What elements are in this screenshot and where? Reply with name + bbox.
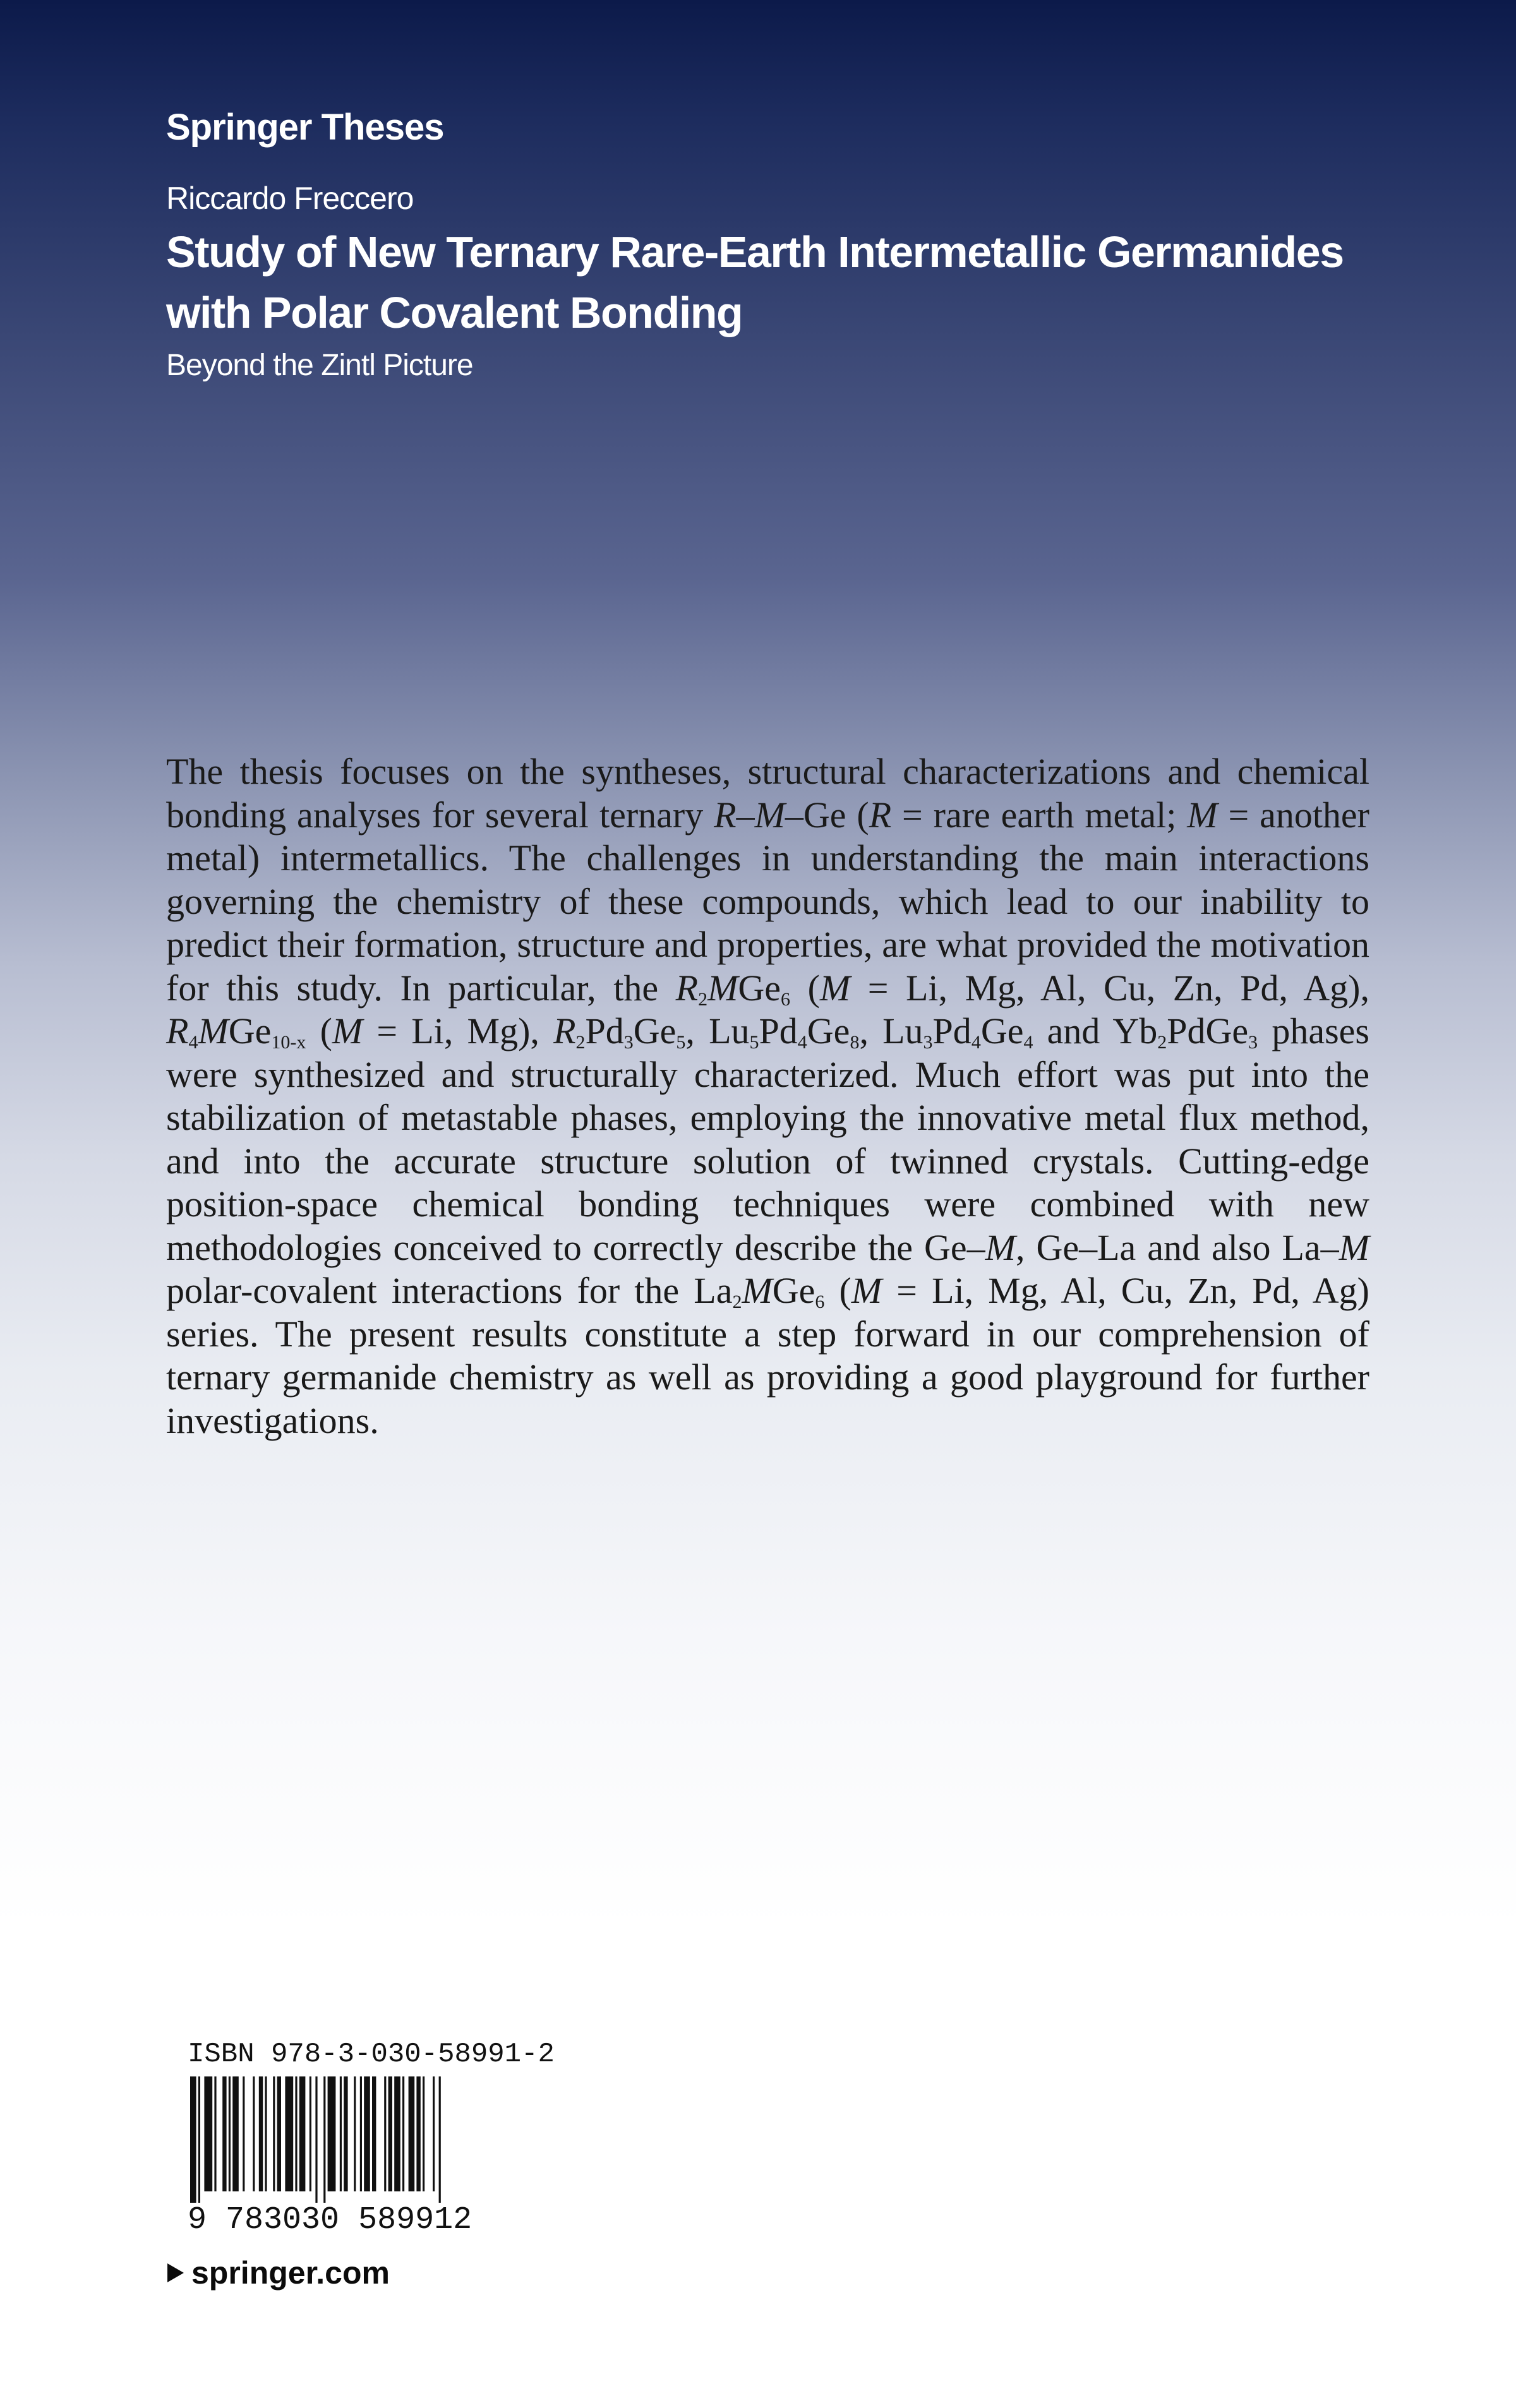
- series-name: Springer Theses: [166, 107, 444, 148]
- title-line-2: with Polar Covalent Bonding: [166, 288, 743, 337]
- book-title: [166, 222, 1429, 343]
- abstract-text: The thesis focuses on the syntheses, structural characterizations and chemical bonding analyses for several ternary R–M–Ge (R = rare earth metal; M = another metal) intermetallics. The challenges in understanding the main interactions governing the chemistry of these compounds, which lead to our inability to predict their formation, structure and properties, are what provided the motivation for this study. In particular, the $R_2MGe_6$ (M = Li, Mg, Al, Cu, Zn, Pd, Ag), $R_4MGe_{10-x}$ (M = Li, Mg), $R_2Pd_3Ge_5$, $Lu_5Pd_4Ge_8$, $Lu_3Pd_4Ge_4$ and $Yb_2PdGe_3$ phases were synthesized and structurally characterized. Much effort was put into the stabilization of metastable phases, employing the innovative metal flux method, and into the accurate structure solution of twinned crystals. Cutting-edge position-space chemical bonding techniques were combined with new methodologies conceived to correctly describe the Ge–M, Ge–La and also La–M polar-covalent interactions for the $La_2MGe_6$ (M = Li, Mg, Al, Cu, Zn, Pd, Ag) series. The present results constitute a step forward in our comprehension of ternary germanide chemistry as well as providing a good playground for further investigations.: [166, 751, 1369, 1441]
- arrow-right-icon: [166, 2262, 185, 2284]
- barcode-icon: [188, 2076, 541, 2203]
- barcode-digits: [188, 2202, 567, 2238]
- book-subtitle: Beyond the Zintl Picture: [166, 349, 473, 382]
- title-line-1: Study of New Ternary Rare-Earth Intermetallic Germanides: [166, 227, 1344, 277]
- barcode-lead-digit: 9: [188, 2202, 207, 2238]
- author-name: Riccardo Freccero: [166, 181, 414, 216]
- barcode-block: [188, 2039, 567, 2238]
- website-link[interactable]: [166, 2255, 390, 2291]
- website-text: springer.com: [191, 2255, 390, 2291]
- isbn-text: ISBN 978-3-030-58991-2: [188, 2039, 555, 2070]
- cover-header: [166, 106, 1429, 383]
- barcode-left-digits: 783030: [226, 2202, 340, 2238]
- barcode-right-digits: 589912: [358, 2202, 472, 2238]
